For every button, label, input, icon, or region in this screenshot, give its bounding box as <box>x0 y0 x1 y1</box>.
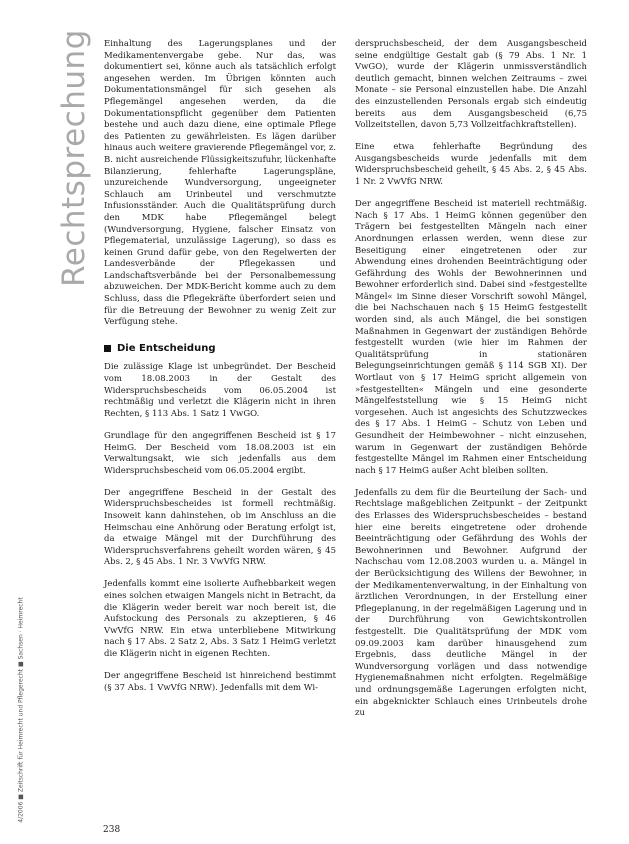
paragraph: Der angegriffene Bescheid in der Gestalt des Widerspruchsbescheides ist formell rechtmäßig. Insoweit kann dahinstehen, ob im Anschluss an die Heimschau eine Anhörung oder Beratung erfolgt ist, da etwaige Mängel mit der Durchführung des Widerspruchsverfahrens geheilt worden wären, § 45 Abs. 2, § 45 Abs. 1 Nr. 3 VwVfG NRW. <box>104 487 336 568</box>
section-heading-text: Die Entscheidung <box>117 342 216 354</box>
paragraph: Grundlage für den angegriffenen Bescheid ist § 17 HeimG. Der Bescheid vom 18.08.2003 ist ein Verwaltungsakt, wie sich jedenfalls aus dem Widerspruchsbescheid vom 06.05.2004 ergibt. <box>104 430 336 476</box>
paragraph: Jedenfalls zu dem für die Beurteilung der Sach- und Rechtslage maßgeblichen Zeitpunkt – der Zeitpunkt des Erlasses des Widerspruchsbescheides – bestand hier eine bereits eingetretene oder drohende Beeinträchtigung oder Gefährdung des Wohls der Bewohnerinnen und Bewohner. Aufgrund der Nachschau vom 12.08.2003 wurden u. a. Mängel in der Berücksichtigung des Willens der Bewohner, in der Medikamentenverwaltung, in der Einhaltung von ärztlichen Verordnungen, in der Erstellung einer Pflegeplanung, in der regelmäßigen Lagerung und in der Durchführung von Gewichtskontrollen festgestellt. Die Qualitätsprüfung der MDK vom 09.09.2003 kam darüber hinausgehend zum Ergebnis, dass deutliche Mängel in der Wundversorgung vorlägen und dass notwendige Hygienemaßnahmen nicht erfolgten. Regelmäßige und ordnungsgemäße Lagerungen erfolgten nicht, ein abgeknickter Schlauch eines Urinbeutels drohe zu <box>355 487 587 719</box>
journal-reference-vertical <box>12 590 30 830</box>
section-heading <box>104 343 336 355</box>
square-bullet-icon <box>104 345 111 352</box>
left-column <box>104 39 336 705</box>
paragraph: Jedenfalls kommt eine isolierte Aufhebbarkeit wegen eines solchen etwaigen Mangels nicht in Betracht, da die Klägerin weder bereit war noch bereit ist, die Aufstockung des Personals zu akzeptieren, § 46 VwVfG NRW. Ein etwa unterbliebene Mitwirkung nach § 17 Abs. 2 Satz 2, Abs. 3 Satz 1 HeimG verletzt die Klägerin nicht in eigenen Rechten. <box>104 579 336 659</box>
section-title-vertical <box>54 28 94 287</box>
paragraph: Die zulässige Klage ist unbegründet. Der Bescheid vom 18.08.2003 in der Gestalt des Widerspruchsbescheids vom 06.05.2004 ist rechtmäßig und verletzt die Klägerin nicht in ihren Rechten, § 113 Abs. 1 Satz 1 VwGO. <box>104 362 336 419</box>
paragraph: Eine etwa fehlerhafte Begründung des Ausgangsbescheids wurde jedenfalls mit dem Widerspruchsbescheid geheilt, § 45 Abs. 2, § 45 Abs. 1 Nr. 2 VwVfG NRW. <box>355 142 587 188</box>
paragraph: Der angegriffene Bescheid ist hinreichend bestimmt (§ 37 Abs. 1 VwVfG NRW). Jedenfalls mit dem Wi- <box>104 671 336 693</box>
page-number: 238 <box>103 825 121 835</box>
journal-reference-text: 4/2006 ■ Zeitschrift für Heimrecht und Pflegerecht ■ Sachsen · Heimrecht <box>17 597 25 823</box>
paragraph: derspruchsbescheid, der dem Ausgangsbescheid seine endgültige Gestalt gab (§ 79 Abs. 1 Nr. 1 VwGO), wurde der Klägerin unmissverständlich deutlich gemacht, binnen welchen Zeitraums – zwei Monate – sie Personal einzustellen habe. Die Anzahl des einzustellenden Personals ergab sich eindeutig bereits aus dem Ausgangsbescheid (6,75 Vollzeitstellen, davon 5,73 Vollzeitfachkraftstellen). <box>355 39 587 131</box>
paragraph: Der angegriffene Bescheid ist materiell rechtmäßig. Nach § 17 Abs. 1 HeimG können gegenüber den Trägern bei festgestellten Mängeln nach einer Anordnungen erlassen werden, wenn diese zur Beseitigung einer eingetretenen oder zur Abwendung eines drohenden Beeinträchtigung oder Gefährdung des Wohls der Bewohnerinnen und Bewohner erforderlich sind. Dabei sind »festgestellte Mängel« im Sinne dieser Vorschrift sowohl Mängel, die bei Nachschauen nach § 15 HeimG festgestellt worden sind, als auch Mängel, die bei sonstigen Maßnahmen in Gegenwart der zuständigen Behörde festgestellt wurden (wie hier im Rahmen der Qualitätsprüfung in stationären Belegungseinrichtungen gemäß § 114 SGB XI). Der Wortlaut von § 17 HeimG spricht allgemein von »festgestellten« Mängeln und eine gesonderte Mängelfeststellung wie § 15 HeimG nicht vorgesehen. Auch ist angesichts des Schutzzweckes des § 17 Abs. 1 HeimG – Schutz von Leben und Gesundheit der Heimbewohner – nicht einzusehen, warum in Gegenwart der zuständigen Behörde festgestellte Mängel im Rahmen einer Entscheidung nach § 17 HeimG außer Acht bleiben sollten. <box>355 199 587 476</box>
paragraph: Einhaltung des Lagerungsplanes und der Medikamentenvergabe gebe. Nur das, was dokumentiert sei, könne auch als tatsächlich erfolgt angesehen werden. Im Übrigen könnten auch Dokumentationsmängel für sich gesehen als Pflegemängel angesehen werden, da die Dokumentationspflicht gegenüber dem Patienten bestehe und auch dazu diene, eine optimale Pflege des Patienten zu gewährleisten. Es lägen darüber hinaus auch weitere gravierende Pflegemängel vor, z. B. nicht ausreichende Flüssigkeitszufuhr, lückenhafte Bilanzierung, fehlerhafte Lagerungspläne, unzureichende Wundversorgung, ungeeigneter Schlauch am Urinbeutel und verschmutzte Infusionsständer. Auch die Qualitätsprüfung durch den MDK habe Pflegemängel belegt (Wundversorgung, Hygiene, falscher Einsatz von Pflegematerial, unzulässige Lagerung), so dass es keinen Grund dafür gebe, von den Regelwerten der Landesverbände der Pflegekassen und Landschaftsverbände bei der Personalbemessung abzuweichen. Der MDK-Bericht komme auch zu dem Schluss, dass die Pflegekräfte überfordert seien und für die Betreuung der Bewohner zu wenig Zeit zur Verfügung stehe. <box>104 39 336 328</box>
section-title-text: Rechtsprechung <box>56 28 92 287</box>
right-column <box>355 39 587 730</box>
